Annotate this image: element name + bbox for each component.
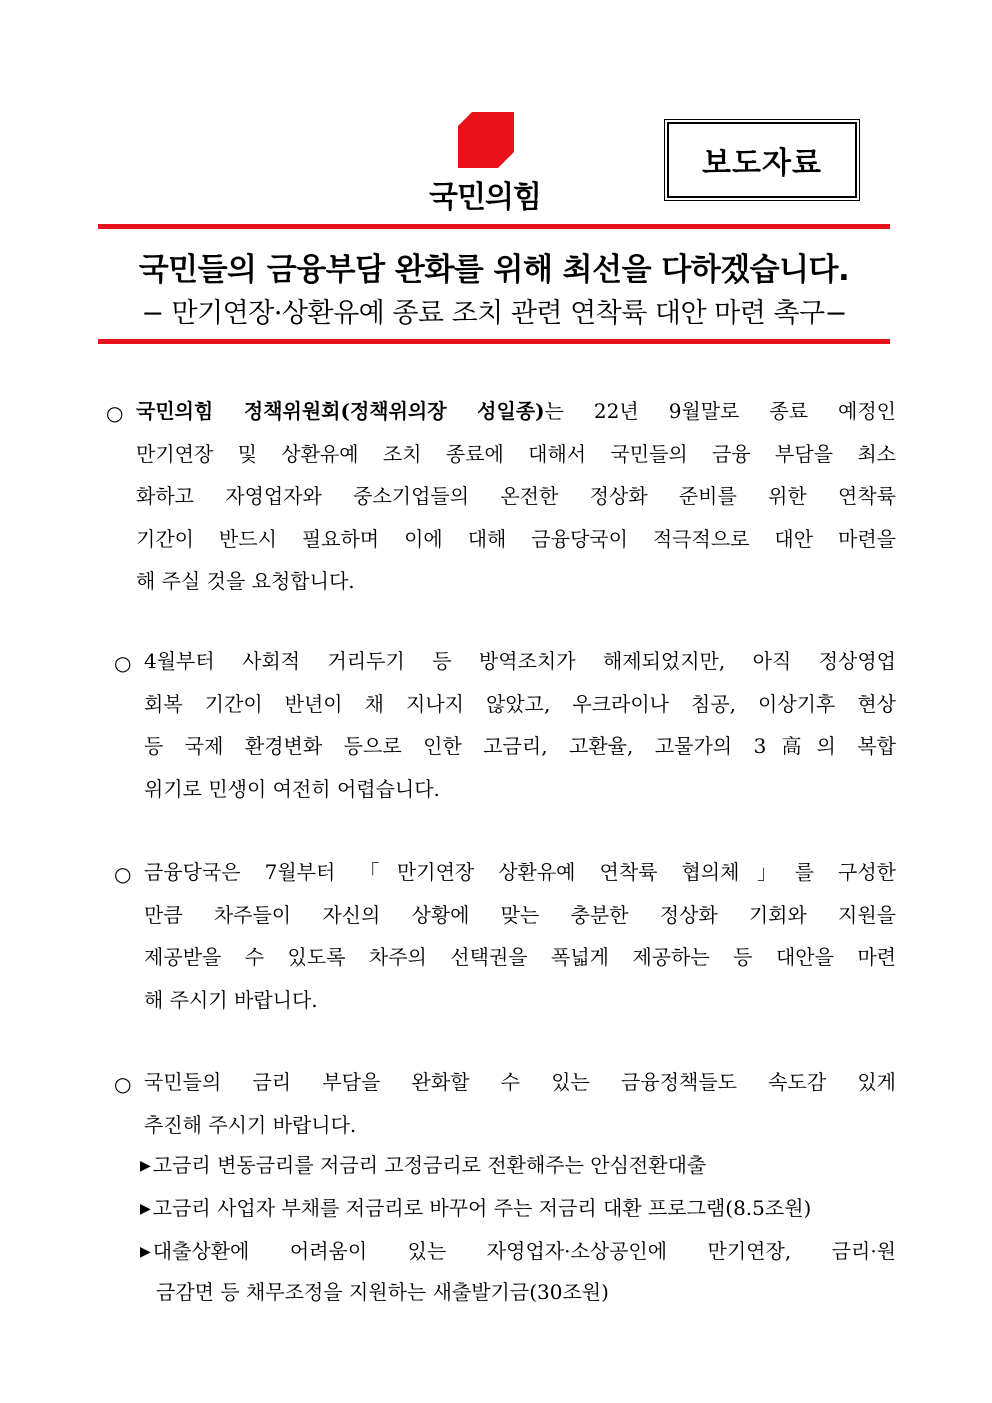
paragraph-3 <box>144 851 896 1021</box>
paragraph-1-line-5: 해 주실 것을 요청합니다. <box>136 569 355 593</box>
sub-item-2: ▶ 고금리 사업자 부채를 저금리로 바꾸어 주는 저금리 대환 프로그램(8.5조원) <box>140 1187 896 1230</box>
paragraph-3-line-3: 제공받을 수 있도록 차주의 선택권을 폭넓게 제공하는 등 대안을 마련 <box>144 945 896 969</box>
paragraph-4-line-1: 국민들의 금리 부담을 완화할 수 있는 금융정책들도 속도감 있게 <box>144 1070 896 1094</box>
triangle-right-icon: ▶ <box>140 1201 151 1217</box>
paragraph-4-line-2: 추진해 주시기 바랍니다. <box>144 1112 357 1137</box>
sub-item-1: ▶ 고금리 변동금리를 저금리 고정금리로 전환해주는 안심전환대출 <box>140 1144 896 1187</box>
sub-item-3: ▶ 대출상환에 어려움이 있는 자영업자·소상공인에 만기연장, 금리·원 <box>140 1230 896 1273</box>
paragraph-1-lead: 국민의힘 정책위원회(정책위의장 성일종) <box>136 399 545 423</box>
paragraph-1-line-4: 기간이 반드시 필요하며 이에 대해 금융당국이 적극적으로 대안 마련을 <box>136 526 896 551</box>
paragraph-1-line-3: 화하고 자영업자와 중소기업들의 온전한 정상화 준비를 위한 연착륙 <box>136 484 896 508</box>
sub-item-3-continued: 금감면 등 채무조정을 지원하는 새출발기금(30조원) <box>156 1280 609 1304</box>
paragraph-3-line-2: 만큼 차주들이 자신의 상황에 맞는 충분한 정상화 기회와 지원을 <box>144 902 896 927</box>
subheadline: − 만기연장·상환유예 종료 조치 관련 연착륙 대안 마련 촉구− <box>141 298 847 329</box>
triangle-right-icon: ▶ <box>140 1244 151 1260</box>
paragraph-1-line-2: 만기연장 및 상환유예 조치 종료에 대해서 국민들의 금융 부담을 최소 <box>136 441 896 466</box>
paragraph-3-line-1: 금융당국은 7월부터 「만기연장 상환유예 연착륙 협의체」를 구성한 <box>144 860 896 884</box>
paragraph-2-line-4: 위기로 민생이 여전히 어렵습니다. <box>144 776 440 801</box>
triangle-right-icon: ▶ <box>140 1158 151 1174</box>
paragraph-1-bullet: ○ <box>106 401 124 425</box>
paragraph-2 <box>144 640 896 810</box>
title-top-divider <box>98 224 890 229</box>
party-logo-icon <box>458 112 514 168</box>
paragraph-3-line-4: 해 주시기 바랍니다. <box>144 987 318 1012</box>
paragraph-4-bullet: ○ <box>114 1072 132 1096</box>
paragraph-1 <box>136 390 896 603</box>
paragraph-2-bullet: ○ <box>114 651 132 675</box>
title-bottom-divider <box>98 339 890 344</box>
paragraph-2-line-2: 회복 기간이 반년이 채 지나지 않았고, 우크라이나 침공, 이상기후 현상 <box>144 691 896 716</box>
paragraph-2-line-1: 4월부터 사회적 거리두기 등 방역조치가 해제되었지만, 아직 정상영업 <box>144 649 896 673</box>
party-logo-text: 국민의힘 <box>429 180 541 215</box>
press-release-label: 보도자료 <box>667 122 857 198</box>
paragraph-3-bullet: ○ <box>114 862 132 886</box>
paragraph-4 <box>144 1061 896 1146</box>
headline: 국민들의 금융부담 완화를 위해 최선을 다하겠습니다. <box>138 252 850 288</box>
paragraph-1-line-1: 국민의힘 정책위원회(정책위의장 성일종)는 22년 9월말로 종료 예정인 <box>136 399 896 423</box>
paragraph-2-line-3: 등 국제 환경변화 등으로 인한 고금리, 고환율, 고물가의 3高의 복합 <box>144 734 896 758</box>
